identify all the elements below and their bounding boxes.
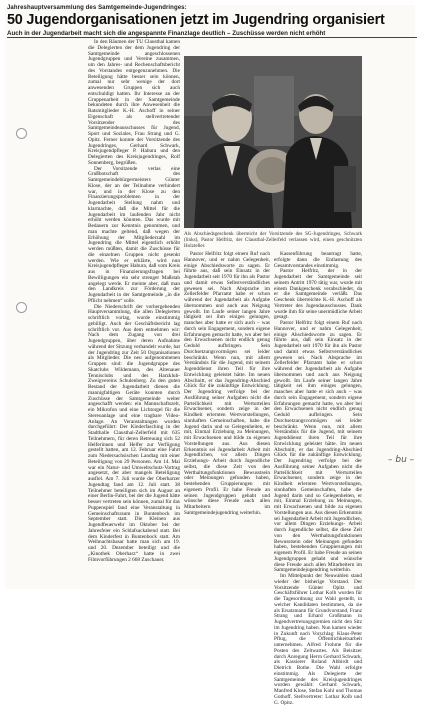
photo-caption: Als Abschiedsgeschenk überreicht der Vorsitzende des SG-Jugendringes, Schwark (links), Pastor Helfritz, der Clausthal-Zellerfeld verlassen wird, einen geschnitzten Holzteller. xyxy=(184,231,362,249)
article-headline: 50 Jugendorganisationen jetzt im Jugendring organisiert xyxy=(7,12,385,28)
handwritten-note: – bu – xyxy=(388,455,415,465)
column-right-paragraph: Pastor Helfritz, der in der Jugendarbeit der Samtgemeinde seit seinem Antritt 1970 tätig war, wurde mit einem Dankgeschenk verabschiedet, da er die Samtgemeinde verläßt. Das Geschenk überreichte K.-H. Aschoff als Vertreter des Jugendausschusses. Dank wurde ihm für seine unermüdliche Arbeit gesagt. xyxy=(274,268,362,321)
punch-hole-bottom xyxy=(16,302,27,313)
article-kicker: Jahreshauptversammlung des Samtgemeinde-Jugendringes: xyxy=(7,5,187,11)
column-right-paragraph: Kassenführung beantragt hatte, erfolgte dann die Entlastung des Gesamtvorstandes einstimmig. xyxy=(274,251,362,269)
column-middle-paragraph: Pastor Helfritz folgt einem Ruf nach Hannover, und er nahm Gelegenheit, einige Abschiedsworte zu sagen. Er führte aus, daß sein Einsatz in der Jugendarbeit seit 1970 für ihn als Pastor und damit etwas Selbstverständliches gewesen sei. Nach Absprache im Zellerfelder Pfarramt habe er schon während der Jugendarbeit als Aufgabe übernommen und auch aus Neigung gewollt. Im Laufe seiner langen Jahre tätigkeit sei ihm einiges gelungen, manches aber hatte er sich auch – was durch sein Engagement, sondern eigene Erfahrungen gemacht hatte, wo aber bei den Erwachsenen nicht endlich genug Geduld aufbringen. Sein Durchsetzungsvormögen sei leider beschränkt. Wenn nun, mit allem Verständnis für die Jugend, mit seinem Jugenddienst ihren Teil für ihre Entwicklung geleistet hätte. Im neuen Abschnitt, er das Jugendring-Abschied Glück für die zukünftige Entwicklung. Der Jugendring verfolge bei der Ausführung seiner Aufgaben nicht die Parteilichkeit mit Werturteilen Erwachsener, sondern zeige in der Kindheit erlernten Wertvorstellungen, sinnhaften Gemeinschaften, habe die Jugend darin und so Gelegenheiten, er mit, Einmal Erziehung zu Meinungen, mit Erwachsenen und bilde zu eigenen Vorstellungen aus. Aus diesen Erkenntnis sei Jugendarbeit Arbeit mit Jugendlichen, vor allem Dingen Erziehungs- Arbeit durch Jugendliche selbst, die diese Zeit von den Werthaltungsfunktionen Bewusstsein oder Meinungen gefunden haben, bestehenden Gruppierungen mit eigenem Profil. Er habe Freude an seinen Jugendgruppen gehabt und wünsche diese Freude auch allen Mitarbeitern im Samtgemeindejugendring weiterhin. xyxy=(184,251,270,516)
column-right-paragraph: Pastor Helfritz folgt einem Ruf nach Hannover, und er nahm Gelegenheit, einige Abschiedsworte zu sagen. Er führte aus, daß sein Einsatz in der Jugendarbeit seit 1970 für ihn als Pastor und damit etwas Selbstverständliches gewesen sei. Nach Absprache im Zellerfelder Pfarramt habe er schon während der Jugendarbeit als Aufgabe übernommen und auch aus Neigung gewollt. Im Laufe seiner langen Jahre tätigkeit sei ihm einiges gelungen, manches aber hatte er sich auch – was durch sein Engagement, sondern eigene Erfahrungen gemacht hatte, wo aber bei den Erwachsenen nicht endlich genug Geduld aufbringen. Sein Durchsetzungsvormögen sei leider beschränkt. Wenn nun, mit allem Verständnis für die Jugend, mit seinem Jugenddienst ihren Teil für ihre Entwicklung geleistet hätte. Im neuen Abschnitt, er das Jugendring-Abschied Glück für die zukünftige Entwicklung. Der Jugendring verfolge bei der Ausführung seiner Aufgaben nicht die Parteilichkeit mit Werturteilen Erwachsener, sondern zeige in der Kindheit erlernten Wertvorstellungen, sinnhaften Gemeinschaften, habe die Jugend darin und so Gelegenheiten, er mit, Einmal Erziehung zu Meinungen, mit Erwachsenen und bilde zu eigenen Vorstellungen aus. Aus diesen Erkenntnis sei Jugendarbeit Arbeit mit Jugendlichen, vor allem Dingen Erziehungs- Arbeit durch Jugendliche selbst, die diese Zeit von den Werthaltungsfunktionen Bewusstsein oder Meinungen gefunden haben, bestehenden Gruppierungen mit eigenem Profil. Er habe Freude an seinen Jugendgruppen gehabt und wünsche diese Freude auch allen Mitarbeitern im Samtgemeindejugendring weiterhin. xyxy=(274,320,362,574)
article-subheadline: Auch in der Jugendarbeit macht sich die angespannte Finanzlage deutlich – Zuschüsse werden nicht erhöht xyxy=(7,30,326,37)
punch-hole-top xyxy=(16,128,27,139)
photo-image xyxy=(184,56,362,228)
column-left-paragraph: Die Niederschrift der vorhergehenden Hauptversammlung, die allen Delegierten schriftlich vorlag, wurde einstimmig gebilligt. Auch der Geschäftsbericht lag schriftlich vor. Aus dem entnehmen wir: Nach dem Zugang von drei Jugendgruppen, über deren Aufnahme während der Sitzung verhandelt wurde, hat der Jugendring zur Zeit 50 Organisationen als Mitglieder. Die neu aufgenommenen Gruppen sind: die Jugendgruppe des Skatclubs Wildemann, des Altenauer Tennisclubs und des Harzklub-Zweigvereins Schulenberg. Zu den guten Bestand der Jugendarbeit dienen die mannigfaltigen Geräte konnten durch Zuschüsse der Samtgemeinde weiter angeschafft werden: ein Mannschaftszelt, ein Mikrofon und eine Lichtorgel für die Stereoanlage und eine tragbare Video-Anlage. An Veranstaltungen wurden durchgeführt: Der Kinderfasching in der Stadthalle Clausthal-Zellerfeld mit 635 Teilnehmern, für deren Betreuung sich 52 Helferinnen und Helfer zur Verfügung gestellt hatten, am 12. Februar eine Fahrt zum Niedersachsischen Landtag mit einer Beteiligung von 29 Personen. Am 14. Mai war ein Natur- und Umweltschutz-Vortrag angesetzt, der aber mangels Beteiligung ausfiel. Am 7. Juli wurde der Oberharzer Jugendtag fand am 12. Juli statt. 38 Teilnehmer beteiligten sich im August an einer Berlin-Fahrt, bei der die Jugend hätte besser vertreten sein können, zumal für das Puppenspiel fand eine Veranstaltung in Gemeinschaftsraum in Buntenbock im September statt. Die Kleinen aus Jugendfeuerwehr im Oktober bei der Jahresfeier ein Schlafsackabend statt. Bei dem Kinderfest in Buntenbock statt. Am Weihnachtsbasar hatte man sich am 19. und 20. Dezember beteiligt und die „Kinothek Oberharz“ hatte in zwei Filmvorführungen 2 668 Zuschauer. xyxy=(88,303,180,563)
article-column-right xyxy=(274,251,362,706)
article-column-middle xyxy=(184,252,270,592)
column-right-paragraph: Im Mittelpunkt der Neuwahlen stand wieder der bisherige Vorstand. Der Vorsitzende Günter Opitz und Geschäftsführer Lothar Kolb wurden für die Tagesordnung zur Wahl gestellt, in welcher Kandidaten bestimmen, da sie als Ersatzmann für Grundvorstand, Franz Strang und Erhard Großmann in Jugendvertretungsgremien nicht den Sitz im Jugendring haben. Nun kamen wieder in Zukunft nach Vorschlag: Klaus-Peter Pflug, die Öffentlichkeitsarbeit unternehmen. Alfred Frohme für die Posten des Zeltwartes. Als Beisitzer durch Anregung Herrn Gerhard Schwark, als Kassierer Roland Abbirdt und Dietrich Bothe. Die Wahl erfolgte einstimmig. Als Delegierte der Samtgemeinde des Kreisjugendringes wurden gewählt: Gerhard Schwark, Manfred Klose, Stefan Kohl und Thomas Gothoff. Stellvertreter: Lothar Kolb und G. Opitz. xyxy=(274,573,362,706)
column-left-paragraph: In den Räumen der TU Clausthal kamen die Delegierten der dem Jugendring der Samtgemeinde angeschlossenen Jugendgruppen und Vereine zusammen, um den Jahres- und Rechenschaftsbericht des Vorstandes entgegenzunehmen. Die Beteiligung hätte besser sein können, zumal nur sehr wenige der dort anwesenden Gruppen sich auch entschuldigt hatten. Ihr Interesse an der Gruppenarbeit in der Samtgemeinde bekundeten durch ihre Anwesenheit die Ratsmitglieder K.-H. Aschoff in seiner Eigenschaft als stellvertretender Vorsitzender des Samtgemeindeausschusses für Jugend, Sport und Soziales, Frau Strang und G. Opitz. Ferner konnte der Vorsitzende des Jugendringes, Gerhard Schwark, Kreisjugendpfleger P. Habura und den Delegierten des Kreisjugendringes, Rolf Sonnenberg, begrüßen. xyxy=(88,39,180,166)
column-left-paragraph: Der Vorsitzende verlas eine Grußbotschaft des Samtgemeindebürgermeisters Günter Klose, der an der Teilnahme verhindert war, und in der Klose zu den Finanzierungsproblemen in der Jugendarbeit Stellung nahm und klarmachte, daß die Mittel für die Jugendarbeit im laufenden Jahr nicht erhöht werden könnten. Das wurde mit Bedauern zur Kenntnis genommen, und man machte geltend, daß wegen der Erhöhung der Mitgliederzahl im Jugendring die Mittel eigentlich erhöht werden müßten, damit die Zuschüsse für die einzelnen Gruppen nicht gesenkt werden. Wie er erklärte, wird nun Kreisjugendpfleger Habura, daß vom Kreis aus in Finanzierungsfragen bei Bewilligungen ein sehr strenger Maßstab angelegt werde. Er meinte aber, daß man den Landkreis zur Förderung der Jugendarbeit in der Samtgemeinde „in die Pflicht nehmen“ solle. xyxy=(88,165,180,304)
headline-divider xyxy=(7,37,417,38)
article-photo xyxy=(184,56,362,228)
article-column-left xyxy=(88,40,180,592)
